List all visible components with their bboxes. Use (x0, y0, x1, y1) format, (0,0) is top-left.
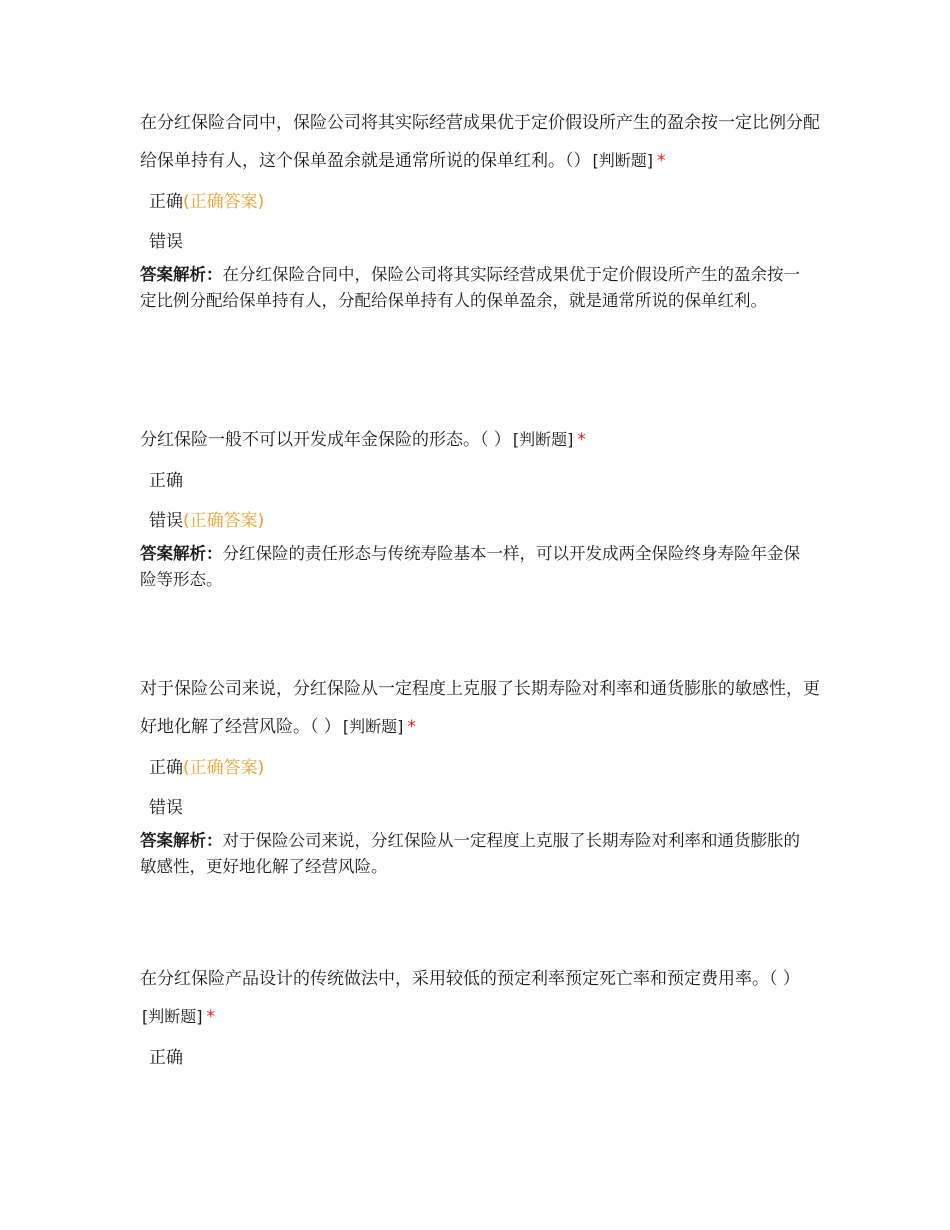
question-2-text (140, 421, 820, 459)
question-3-options (140, 756, 820, 820)
analysis-label: 答案解析： (140, 831, 223, 850)
option-correct[interactable] (140, 469, 820, 493)
question-1-stem: 在分红保险合同中，保险公司将其实际经营成果优于定价假设所产生的盈余按一定比例分配给保单持有人，这个保单盈余就是通常所说的保单红利。（） (140, 113, 820, 171)
question-3-analysis (140, 828, 820, 880)
analysis-text: 在分红保险合同中，保险公司将其实际经营成果优于定价假设所产生的盈余按一定比例分配给保单持有人，分配给保单持有人的保单盈余，就是通常所说的保单红利。 (140, 265, 800, 310)
question-2-options (140, 469, 820, 533)
question-4-text (140, 960, 820, 1036)
analysis-text: 对于保险公司来说，分红保险从一定程度上克服了长期寿险对利率和通货膨胀的敏感性，更好地化解了经营风险。 (140, 831, 800, 876)
option-label: 正确 (149, 1048, 183, 1068)
required-mark: * (407, 717, 416, 737)
required-mark: * (206, 1007, 215, 1027)
question-4-options (140, 1046, 820, 1070)
question-3-type: [判断题] (342, 717, 404, 736)
question-2-stem: 分红保险一般不可以开发成年金保险的形态。（ ） (140, 430, 511, 450)
analysis-label: 答案解析： (140, 265, 223, 284)
option-label: 错误 (149, 232, 183, 252)
option-correct[interactable] (140, 1046, 820, 1070)
question-3 (140, 670, 820, 880)
option-correct[interactable] (140, 756, 820, 780)
option-wrong[interactable] (140, 230, 820, 254)
questionnaire-page (140, 104, 820, 1068)
question-1-type: [判断题] (592, 151, 653, 170)
question-1-options (140, 190, 820, 254)
question-4-stem: 在分红保险产品设计的传统做法中，采用较低的预定利率预定死亡率和预定费用率。（ ） (140, 969, 800, 989)
question-3-text (140, 670, 820, 746)
option-label: 正确 (149, 192, 183, 212)
option-label: 错误 (149, 798, 183, 818)
correct-answer-tag: (正确答案) (183, 758, 265, 778)
required-mark: * (577, 430, 586, 450)
question-3-stem: 对于保险公司来说，分红保险从一定程度上克服了长期寿险对利率和通货膨胀的敏感性，更好地化解了经营风险。（ ） (140, 679, 820, 737)
question-2-type: [判断题] (512, 430, 574, 449)
option-label: 正确 (149, 471, 183, 491)
required-mark: * (657, 151, 666, 171)
question-4 (140, 960, 820, 1086)
question-2 (140, 421, 820, 593)
option-correct[interactable] (140, 190, 820, 214)
option-label: 正确 (149, 758, 183, 778)
analysis-text: 分红保险的责任形态与传统寿险基本一样，可以开发成两全保险终身寿险年金保险等形态。 (140, 544, 800, 589)
option-wrong[interactable] (140, 509, 820, 533)
question-1-text (140, 104, 820, 180)
question-4-type: [判断题] (142, 1007, 203, 1026)
question-1-analysis (140, 262, 820, 314)
analysis-label: 答案解析： (140, 544, 223, 563)
correct-answer-tag: (正确答案) (183, 192, 265, 212)
question-1 (140, 104, 820, 314)
correct-answer-tag: (正确答案) (183, 511, 265, 531)
option-label: 错误 (149, 511, 183, 531)
question-2-analysis (140, 541, 820, 593)
option-wrong[interactable] (140, 796, 820, 820)
